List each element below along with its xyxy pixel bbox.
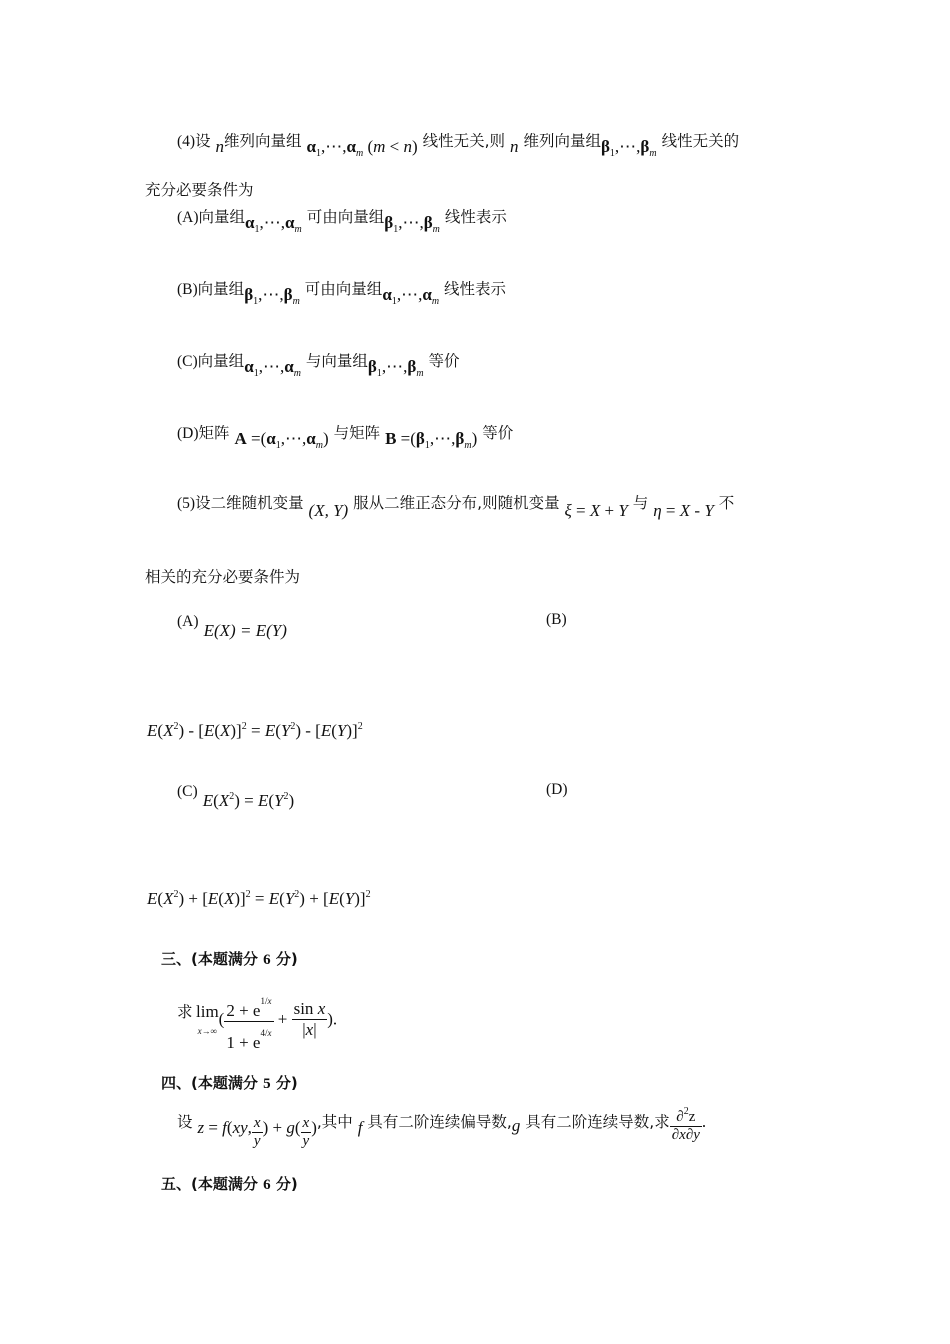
q5-option-d-label: (D) [546,781,568,798]
alpha-set: $\alpha_1,\cdots,\alpha_m$ (m < n) [306,137,418,159]
q5-option-b-label: (B) [546,611,567,628]
q5-option-c: (C) $E(X^2) = E(Y^2)$ [177,783,295,810]
q5-line1: (5)设二维随机变量 (X, Y) 服从二维正态分布,则随机变量 ξ = X + Y 与 η = X - Y 不 [177,494,735,520]
q4-option-c: (C)向量组$\alpha_1,\cdots,\alpha_m$ 与向量组$\beta_1,\cdots,\beta_m$ 等价 [177,352,460,379]
q5-option-b-formula: $E(X^2) - [E(X)]^2 = E(Y^2) - [E(Y)]^2$ [147,721,363,740]
section-3-prompt: 求 [177,1003,193,1021]
beta-set: $\beta_1,\cdots,\beta_m$ [600,137,657,159]
section-4-problem: 设 z = f(xy, $\frac{x}{y}$ ) + g( $\frac{x}{y}$ ),其中 f 具有二阶连续偏导数,g 具有二阶连续导数,求 $\frac{\partial^2z}{\partial x\partial y}$ . [177,1106,707,1149]
q4-continuation: 充分必要条件为 [145,181,254,199]
section-4-heading: 四、(本题满分 5 分) [161,1074,298,1092]
q5-continuation: 相关的充分必要条件为 [145,568,301,586]
limit-expression: lim x→∞( $\frac{2 + e^{1/x}}{1 + e^{4/x}}$ + $\frac{\text{sin x}}{|x|}$ ). [196,996,338,1052]
q5-option-a: (A) E(X) = E(Y) [177,613,287,640]
q4-option-a: (A)向量组$\alpha_1,\cdots,\alpha_m$ 可由向量组$\beta_1,\cdots,\beta_m$ 线性表示 [177,208,507,235]
section-5-heading: 五、(本题满分 6 分) [161,1175,298,1193]
q5-option-d-formula: $E(X^2) + [E(X)]^2 = E(Y^2) + [E(Y)]^2$ [147,889,371,908]
q5-label: (5) [177,495,196,512]
q4-option-d: (D)矩阵 $A =(\alpha_1,\cdots,\alpha_m)$ 与矩阵 $B =(\beta_1,\cdots,\beta_m)$ 等价 [177,424,514,451]
section-3-heading: 三、(本题满分 6 分) [161,950,298,968]
q4-line1: (4)设 n维列向量组 $\alpha_1,\cdots,\alpha_m$ (m < n) 线性无关,则 n 维列向量组$\beta_1,\cdots,\beta_m$ 线性无关的 [177,132,740,159]
q4-label: (4) [177,133,196,150]
q4-option-b: (B)向量组$\beta_1,\cdots,\beta_m$ 可由向量组$\alpha_1,\cdots,\alpha_m$ 线性表示 [177,280,506,307]
